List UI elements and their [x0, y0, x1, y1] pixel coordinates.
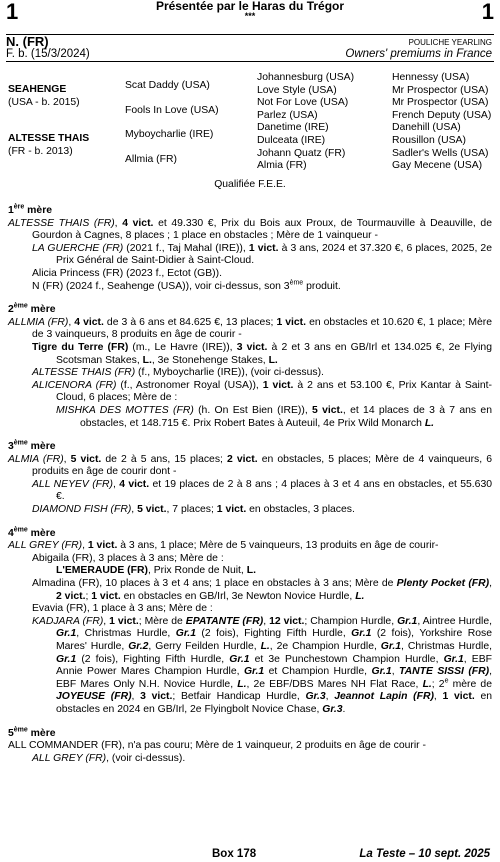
produce-all-neyev: ALL NEYEV (FR), 4 vict. et 19 places de 2 à 8 ans ; 4 places à 3 et 4 ans en obstacles, et 55.630 €. [32, 478, 493, 503]
gen2-scat-daddy: Scat Daddy (USA) [125, 80, 210, 91]
gen4-4: French Deputy (USA) [392, 109, 492, 121]
sire-name: SEAHENGE [8, 84, 67, 95]
gen3-8: Almia (FR) [257, 160, 307, 172]
gen3-5: Danetime (IRE) [257, 122, 329, 134]
produce-almadina: Almadina (FR), 10 places à 3 et 4 ans; 1 place en obstacles à 3 ans; Mère de Plenty Pocket (FR), 2 vict.; 1 vict. en obstacles en GB/Irl, 3e Newton Novice Hurdle, L. [32, 578, 492, 602]
dam-block [8, 133, 89, 158]
qualification: Qualifiée F.E.E. [214, 179, 286, 190]
gen4-2: Mr Prospector (USA) [392, 84, 489, 96]
mother-2-record: ALLMIA (FR), 4 vict. de 3 à 6 ans et 84.625 €, 13 places; 1 vict. en obstacles et 10.620 €, 1 place; Mère de 3 vainqueurs, 8 produits en âge de courir - [8, 316, 493, 341]
stars: *** [244, 11, 256, 21]
gen3-3: Not For Love (USA) [257, 97, 349, 109]
pedigree-gen2 [125, 80, 219, 166]
mother-4-heading: 4ème mère [8, 526, 56, 539]
top-rule [6, 34, 494, 35]
presenter-title: Présentée par le Haras du Trégor [155, 0, 345, 13]
horse-details: F. b. (15/3/2024) [6, 48, 90, 60]
gen4-5: Danehill (USA) [392, 122, 461, 134]
produce-alicia-princess: Alicia Princess (FR) (2023 f., Ectot (GB)). [32, 267, 222, 279]
produce-kadjara: KADJARA (FR), 1 vict.; Mère de EPATANTE (FR), 12 vict.; Champion Hurdle, Gr.1, Aintree Hurdle, Gr.1, Christmas Hurdle, Gr.1 (2 fois), Fighting Fifth Hurdle, Gr.1 (2 fois), Yorkshire Rose Mares' Hurdle, Gr.2, Gerry Feilden Hurdle, L., 2e Champion Hurdle, Gr.1, Christmas Hurdle, Gr.1 (2 fois), Fighting Fifth Hurdle, Gr.1 et 3e Punchestown Champion Hurdle, Gr.1, EBF Annie Power Mares Champion Hurdle, Gr.1 et Champion Hurdle, Gr.1, TANTE SISSI (FR), EBF Mares Only N.H. Novice Hurdle, L., 2e EBF/DBS Mares NH Flat Race, L.; 2e mère de JOYEUSE (FR), 3 vict.; Betfair Handicap Hurdle, Gr.3, Jeannot Lapin (FR), 1 vict. en obstacles en 2024 en GB/Irl, 2e Flyingbolt Novice Chase, Gr.3. [32, 615, 493, 715]
owners-premium: Owners' premiums in France [345, 48, 492, 60]
horse-category: POULICHE YEARLING [408, 38, 492, 47]
gen2-myboycharlie: Myboycharlie (IRE) [125, 129, 214, 141]
mother-4-record: ALL GREY (FR), 1 vict. à 3 ans, 1 place; Mère de 5 vainqueurs, 13 produits en âge de courir- [8, 540, 439, 552]
gen2-allmia: Allmia (FR) [125, 153, 177, 165]
dam-name: ALTESSE THAIS [8, 133, 90, 144]
gen3-6: Dulceata (IRE) [257, 134, 326, 146]
gen4-8: Gay Mecene (USA) [392, 160, 483, 172]
produce-altesse-thais: ALTESSE THAIS (FR) (f., Myboycharlie (IRE)), (voir ci-dessus). [32, 367, 324, 379]
gen2-fools-in-love: Fools In Love (USA) [125, 104, 219, 116]
produce-diamond-fish: DIAMOND FISH (FR), 5 vict., 7 places; 1 vict. en obstacles, 3 places. [32, 504, 355, 516]
produce-n: N (FR) (2024 f., Seahenge (USA)), voir ci-dessus, son 3ème produit. [32, 279, 341, 292]
gen3-7: Johann Quatz (FR) [257, 147, 346, 159]
gen4-3: Mr Prospector (USA) [392, 97, 489, 109]
produce-la-guerche: LA GUERCHE (FR) (2021 f., Taj Mahal (IRE)), 1 vict. à 3 ans, 2024 et 37.320 €, 6 places, 2025, 2e Prix Général de Saint-Didier à Saint-Cloud. [32, 242, 492, 267]
produce-tigre-du-terre: Tigre du Terre (FR) (m., Le Havre (IRE)), 3 vict. à 2 et 3 ans en GB/Irl et 134.025 €, 2e Flying Scotsman Stakes, L., 3e Stonehenge Stakes, L. [32, 341, 492, 366]
produce-alicenora: ALICENORA (FR) (f., Astronomer Royal (USA)), 1 vict. à 2 ans et 53.100 €, Prix Kantar à Saint-Cloud, 6 places; Mère de : [32, 379, 492, 404]
sire-block [8, 84, 80, 109]
mother-2-heading: 2ème mère [8, 302, 56, 316]
pedigree-rule [6, 61, 494, 62]
box-number: Box 178 [212, 848, 257, 860]
mother-3-record: ALMIA (FR), 5 vict. de 2 à 5 ans, 15 places; 2 vict. en obstacles, 5 places; Mère de 4 vainqueurs, 6 produits en âge de courir dont - [8, 453, 492, 478]
mother-1-heading: 1ère mère [8, 203, 53, 216]
pedigree-gen4 [392, 72, 491, 173]
gen3-2: Love Style (USA) [257, 84, 337, 96]
lot-number-right: 1 [481, 0, 494, 24]
gen3-4: Parlez (USA) [257, 109, 318, 121]
gen4-7: Sadler's Wells (USA) [392, 147, 489, 159]
produce-abigaila: Abigaila (FR), 3 places à 3 ans; Mère de : [32, 552, 224, 564]
horse-name: N. (FR) [6, 34, 49, 49]
pedigree-body [8, 205, 492, 765]
dam-origin: (FR - b. 2013) [8, 145, 73, 157]
produce-mishka-des-mottes: MISHKA DES MOTTES (FR) (h. On Est Bien (IRE)), 5 vict., et 14 places de 3 à 7 ans en obstacles, et 148.715 €. Prix Robert Bates à Auteuil, 4e Prix Wild Monarch L. [56, 404, 492, 429]
gen4-6: Rousillon (USA) [392, 134, 466, 146]
gen3-1: Johannesburg (USA) [257, 72, 355, 83]
produce-all-grey: ALL GREY (FR), (voir ci-dessus). [32, 752, 186, 764]
sire-origin: (USA - b. 2015) [8, 96, 80, 108]
mother-3-heading: 3ème mère [8, 439, 56, 453]
produce-lemeraude: L'EMERAUDE (FR), Prix Ronde de Nuit, L. [56, 565, 256, 577]
mother-5-record: ALL COMMANDER (FR), n'a pas couru; Mère de 1 vainqueur, 2 produits en âge de courir - [8, 740, 426, 752]
pedigree-gen3 [257, 72, 354, 173]
mother-5-heading: 5ème mère [8, 726, 56, 739]
gen4-1: Hennessy (USA) [392, 72, 470, 83]
sale-venue-date: La Teste – 10 sept. 2025 [359, 848, 490, 860]
mother-1-record: ALTESSE THAIS (FR), 4 vict. et 49.330 €, Prix du Bois aux Proux, de Tourmauville à Deauville, de Gourdon à Cagnes, 8 places ; 1 place en obstacles ; Mère de 1 vainqueur - [8, 217, 492, 242]
lot-number-left: 1 [6, 0, 19, 24]
produce-evavia: Evavia (FR), 1 place à 3 ans; Mère de : [32, 603, 213, 615]
